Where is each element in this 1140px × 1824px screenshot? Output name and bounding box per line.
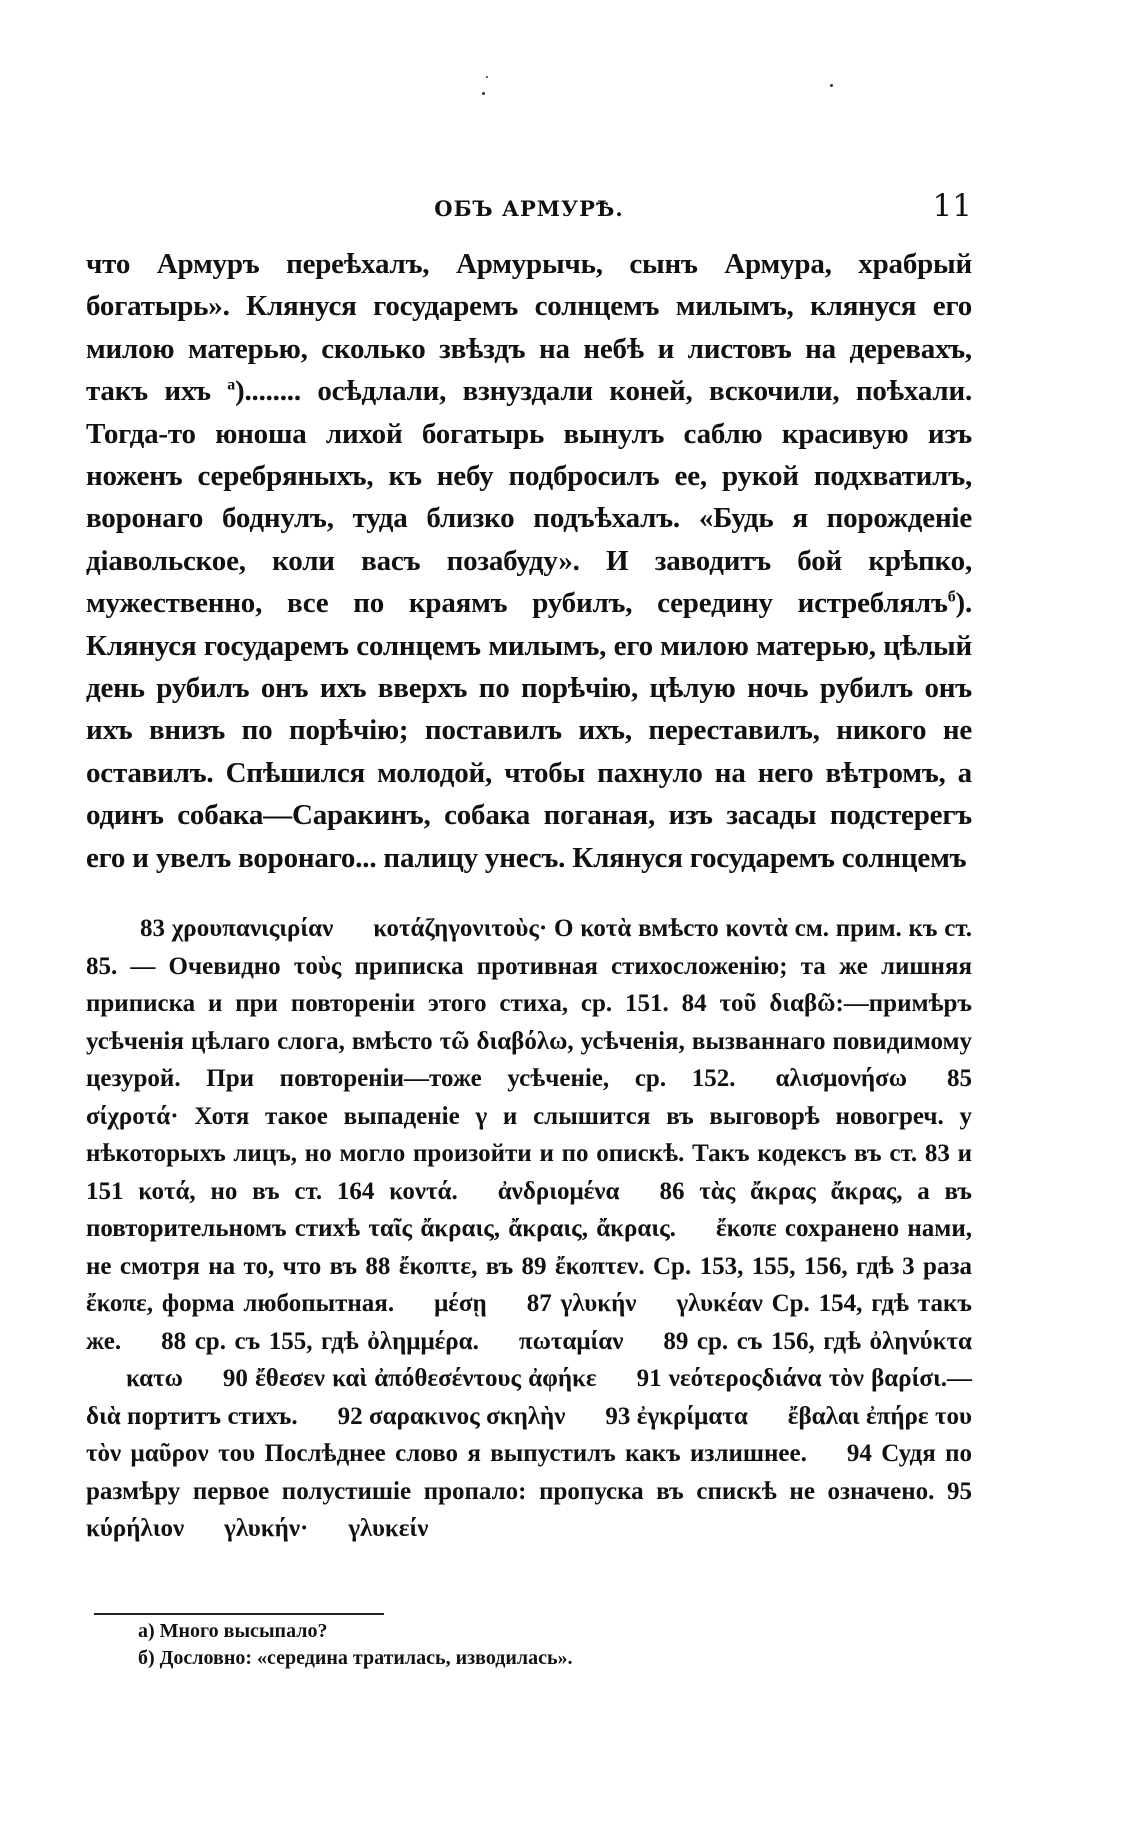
note-segment: 94 Судя по размѣру первое полустишіе пропало: пропуска въ спискѣ не означено. <box>86 1440 972 1505</box>
note-segment: γλυκείν <box>348 1515 429 1542</box>
note-segment: αλισμονήσω <box>775 1065 907 1092</box>
note-segment: κοτάζηγονιτοὺς· <box>373 915 548 942</box>
footnotes <box>138 1618 898 1672</box>
note-segment: κατω <box>126 1365 183 1392</box>
note-segment: γλυκέαν Ср. 154, гдѣ такъ же. <box>86 1290 972 1355</box>
footnote-b: б) Дословно: «середина тратилась, изводилась». <box>138 1647 573 1669</box>
note-segment: 89 ср. съ 156, гдѣ ὀληνύκτα <box>663 1327 973 1355</box>
main-text-segment: ). Клянуся государемъ солнцемъ милымъ, его милою матерью, цѣлый день рубилъ онъ ихъ вверхъ по порѣчію, цѣлую ночь рубилъ онъ ихъ внизъ по порѣчію; поставилъ ихъ, переставилъ, никого не оставилъ. Спѣшился молодой, чтобы пахнуло на него вѣтромъ, а одинъ собака—Саракинъ, собака поганая, изъ засады подстерегъ его и увелъ воронаго... палицу унесъ. Клянуся государемъ солнцемъ <box>86 587 972 874</box>
main-text <box>86 243 972 879</box>
note-segment: 91 νεότεροςδιάνα τὸν βαρίσι.—διὰ портитъ стихъ. <box>86 1365 972 1430</box>
page-header <box>86 188 972 228</box>
note-segment: 83 χρουπανιςιρίαν <box>140 915 334 942</box>
note-segment: πωταμίαν <box>518 1327 624 1355</box>
note-segment: ἔβαλαι ἐπήρε του τὸν μαῦρον του Послѣднее слово я выпустилъ какъ излишнее. <box>86 1402 972 1467</box>
main-text-segment: что Армуръ переѣхалъ, Армурычь, сынъ Армура, храбрый богатырь». Клянуся государемъ солнцемъ милымъ, клянуся его милою матерью, сколько звѣздъ на небѣ и листовъ на деревахъ, такъ ихъ <box>86 248 972 408</box>
notes-paragraph <box>86 910 972 1548</box>
note-segment: 86 τὰς ἄκρας ἄκρας, а въ повторительномъ стихѣ ταῖς ἄκραις, ἄκραις, ἄκραις. <box>86 1177 972 1242</box>
main-paragraph <box>86 243 972 879</box>
footnote-divider <box>94 1613 384 1615</box>
running-title: ОБЪ АРМУРѢ. <box>434 196 624 221</box>
note-segment: 95 κύρήλιον <box>86 1477 972 1542</box>
note-segment: 93 ἐγκρίματα <box>605 1402 748 1430</box>
note-segment: 85 σίχροτά· Хотя такое выпаденіе γ и слышится въ выговорѣ новогреч. у нѣкоторыхъ лицъ, но могло произойти и по опискѣ. Такъ кодексъ въ ст. 83 и 151 κοτά, но въ ст. 164 κοντά. <box>86 1065 972 1205</box>
note-segment: γλυκήν· <box>224 1515 309 1542</box>
note-segment: 92 σαρακινος σκηλὴν <box>337 1402 566 1430</box>
book-page <box>86 0 972 1824</box>
note-segment: ἀνδριομένα <box>497 1177 620 1205</box>
note-segment: О κοτὰ вмѣсто κοντὰ см. прим. къ ст. 85. — Очевидно τοὺς приписка противная стихосложенію; та же лишняя приписка и при повтореніи этого стиха, ср. 151. 84 τοῦ διαβῶ:—примѣръ усѣченія цѣлаго слога, вмѣсто τῶ διαβόλω, усѣченія, вызваннаго повидимому цезурой. При повтореніи—тоже усѣченіе, ср. 152. <box>86 915 972 1092</box>
footnote-a: а) Много высыпало? <box>138 1620 328 1642</box>
page-number: 11 <box>932 188 972 224</box>
note-segment: μέσῃ <box>434 1290 487 1317</box>
note-segment: 90 ἔθεσεν καὶ ἀπόθεσέντους ἀφήκε <box>222 1365 597 1392</box>
note-segment: 88 ср. съ 155, гдѣ ὀλημμέρα. <box>161 1327 479 1355</box>
note-segment: ἔκοπε сохранено нами, не смотря на то, что въ 88 ἔκοπτε, въ 89 ἔκοπτεν. Ср. 153, 155, 156, гдѣ 3 раза ἔκοπε, форма любопытная. <box>86 1215 972 1317</box>
footnote-ref-b: б <box>947 588 956 606</box>
main-text-segment: )........ осѣдлали, взнуздали коней, вскочили, поѣхали. Тогда-то юноша лихой богатырь вынулъ саблю красивую изъ ноженъ серебряныхъ, къ небу подбросилъ ее, рукой подхватилъ, воронаго боднулъ, туда близко подъѣхалъ. «Будь я порожденіе діавольское, коли васъ позабуду». И заводитъ бой крѣпко, мужественно, все по краямъ рубилъ, середину истреблялъ <box>86 375 973 620</box>
footnote-ref-a: a <box>227 376 236 394</box>
critical-notes <box>86 910 972 1548</box>
note-segment: 87 γλυκήν <box>526 1290 637 1317</box>
